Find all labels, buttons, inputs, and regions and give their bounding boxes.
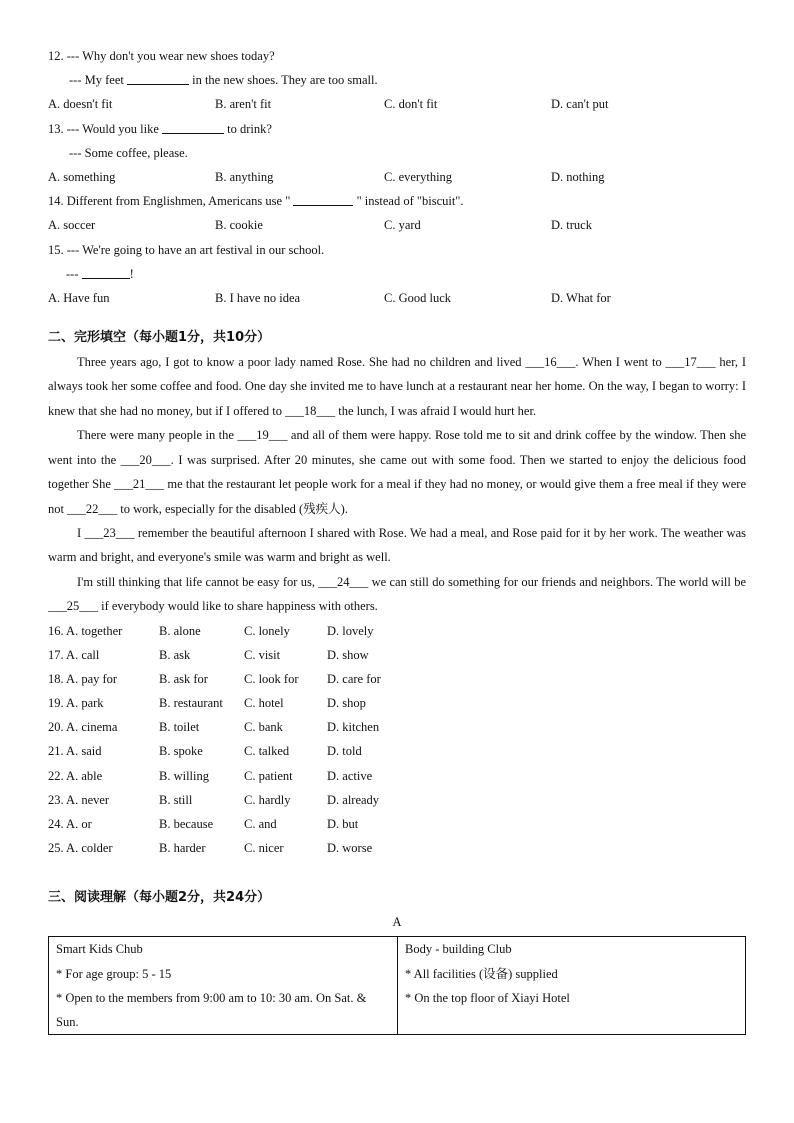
question-text-pre: --- Would you like (66, 121, 159, 136)
question-text: --- We're going to have an art festival in our school. (66, 242, 325, 257)
question-text-pre: Different from Englishmen, Americans use " (66, 194, 291, 209)
option-d: D. lovely (327, 623, 374, 638)
question-number: 13. (48, 121, 64, 136)
question-12-answer (48, 68, 746, 92)
cloze-option-row (48, 715, 746, 739)
cloze-option-row (48, 643, 746, 667)
cloze-option-row (48, 619, 746, 643)
option-b: B. because (159, 817, 214, 832)
body-building-club-cell (398, 937, 746, 1035)
option-a: 17. A. call (48, 647, 100, 662)
option-a: A. something (48, 169, 116, 184)
cloze-option-row (48, 836, 746, 860)
cloze-options (48, 619, 746, 861)
answer-text-post: ! (129, 266, 134, 281)
question-14-options (48, 213, 746, 237)
option-d: D. can't put (551, 97, 609, 112)
question-text-post: " instead of "biscuit". (356, 194, 464, 209)
option-d: D. worse (327, 841, 373, 856)
cloze-paragraph-1: Three years ago, I got to know a poor lady named Rose. She had no children and lived ___16___. When I went to ___17___ her, I always took her some coffee and food. One day she invited me to have lunch at a restaurant near her home. On the way, I began to worry: I knew that she had no money, but if I offered to ___18___ the lunch, I was afraid I would hurt her. (48, 355, 746, 418)
option-b: B. willing (159, 768, 210, 783)
option-d: D. show (327, 647, 369, 662)
option-a: 20. A. cinema (48, 720, 118, 735)
option-c: C. lonely (244, 623, 290, 638)
option-c: C. hotel (244, 696, 284, 711)
cloze-paragraph-2: There were many people in the ___19___ and all of them were happy. Rose told me to sit and drink coffee by the window. Then she went into the ___20___. I was surprised. After 20 minutes, she came out with some food. Then we started to enjoy the delicious food together She ___21___ me that the restaurant let people work for a meal if they had no money, or would give them a free meal if they were not ___22___ to work, especially for the disabled (残疾人). (48, 428, 746, 516)
answer-blank (127, 70, 189, 85)
answer-blank (82, 264, 130, 279)
option-d: D. care for (327, 671, 381, 686)
clubs-table (48, 936, 746, 1035)
smart-kids-club-cell (49, 937, 398, 1035)
option-b: B. ask for (159, 671, 208, 686)
option-b: B. harder (159, 841, 206, 856)
question-13-prompt (48, 117, 746, 141)
option-c: C. look for (244, 671, 299, 686)
option-c: C. hardly (244, 792, 291, 807)
question-12-options (48, 92, 746, 116)
answer-text: --- Some coffee, please. (69, 145, 188, 160)
section-3-heading: 三、阅读理解（每小题2分，共24分） (48, 890, 271, 906)
cloze-option-row (48, 667, 746, 691)
option-d: D. kitchen (327, 720, 380, 735)
option-b: B. toilet (159, 720, 200, 735)
club-detail: * Open to the members from 9:00 am to 10: 30 am. On Sat. & Sun. (56, 990, 367, 1030)
option-b: B. spoke (159, 744, 203, 759)
question-number: 12. (48, 49, 64, 63)
option-a: 24. A. or (48, 817, 92, 832)
option-a: 18. A. pay for (48, 671, 118, 686)
question-number: 15. (48, 242, 64, 257)
option-b: B. ask (159, 647, 191, 662)
club-title: Smart Kids Chub (56, 942, 143, 957)
option-a: 21. A. said (48, 744, 102, 759)
answer-text-pre: --- (66, 266, 79, 281)
cloze-option-row (48, 812, 746, 836)
option-b: B. aren't fit (215, 97, 272, 112)
option-c: C. bank (244, 720, 283, 735)
cloze-option-row (48, 788, 746, 812)
option-c: C. visit (244, 647, 281, 662)
cloze-paragraph-4: I'm still thinking that life cannot be easy for us, ___24___ we can still do something for our friends and neighbors. The world will be ___25___ if everybody would like to share happiness with others. (48, 574, 746, 614)
question-15-answer (48, 262, 746, 286)
question-13-answer (48, 141, 746, 165)
question-text-post: to drink? (227, 121, 272, 136)
question-14-prompt (48, 189, 746, 213)
cloze-paragraph-3: I ___23___ remember the beautiful afternoon I shared with Rose. We had a meal, and Rose paid for it by her work. The weather was warm and bright, and everyone's smile was warm and bright as well. (48, 525, 746, 565)
option-d: D. shop (327, 696, 366, 711)
option-d: D. nothing (551, 169, 605, 184)
option-a: A. Have fun (48, 290, 110, 305)
option-d: D. What for (551, 290, 611, 305)
club-detail: * On the top floor of Xiayi Hotel (405, 990, 570, 1005)
option-d: D. active (327, 768, 373, 783)
option-b: B. cookie (215, 218, 263, 233)
question-text: --- Why don't you wear new shoes today? (66, 49, 275, 63)
option-c: C. nicer (244, 841, 284, 856)
question-blank (293, 191, 353, 206)
option-d: D. already (327, 792, 380, 807)
option-c: C. don't fit (384, 97, 438, 112)
option-c: C. talked (244, 744, 290, 759)
option-c: C. everything (384, 169, 453, 184)
club-detail: * For age group: 5 - 15 (56, 966, 172, 981)
question-15-prompt (48, 238, 746, 262)
option-c: C. yard (384, 218, 421, 233)
option-b: B. anything (215, 169, 274, 184)
option-a: A. doesn't fit (48, 97, 113, 112)
option-b: B. alone (159, 623, 201, 638)
question-number: 14. (48, 194, 64, 209)
option-d: D. but (327, 817, 359, 832)
option-a: 22. A. able (48, 768, 103, 783)
cloze-option-row (48, 691, 746, 715)
option-c: C. and (244, 817, 277, 832)
question-13-options (48, 165, 746, 189)
passage-label: A (392, 915, 402, 930)
option-d: D. told (327, 744, 362, 759)
answer-text-post: in the new shoes. They are too small. (192, 73, 378, 88)
option-b: B. still (159, 792, 193, 807)
option-b: B. I have no idea (215, 290, 301, 305)
question-15-options (48, 286, 746, 310)
option-d: D. truck (551, 218, 592, 233)
question-blank (162, 119, 224, 134)
option-c: C. Good luck (384, 290, 452, 305)
option-a: 19. A. park (48, 696, 104, 711)
option-c: C. patient (244, 768, 293, 783)
section-2-heading: 二、完形填空（每小题1分，共10分） (48, 330, 271, 346)
cloze-option-row (48, 764, 746, 788)
club-title: Body - building Club (405, 942, 512, 957)
option-b: B. restaurant (159, 696, 223, 711)
option-a: 23. A. never (48, 792, 110, 807)
exam-page (48, 44, 746, 1035)
option-a: A. soccer (48, 218, 96, 233)
question-12-prompt (48, 44, 746, 68)
cloze-option-row (48, 739, 746, 763)
club-detail: * All facilities (设备) supplied (405, 966, 558, 981)
answer-text-pre: --- My feet (69, 73, 124, 88)
option-a: 25. A. colder (48, 841, 113, 856)
option-a: 16. A. together (48, 623, 123, 638)
